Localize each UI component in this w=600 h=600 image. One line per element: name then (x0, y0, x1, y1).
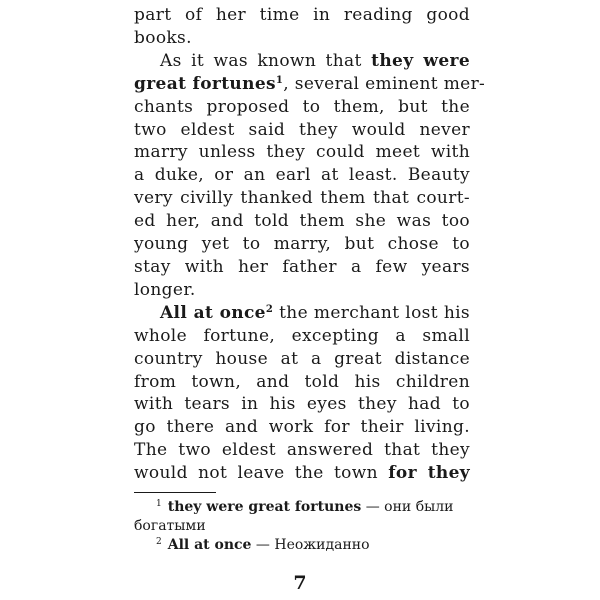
footnote-reference: 1 (275, 74, 284, 86)
glossed-phrase: they were (371, 50, 471, 71)
page-number: 7 (293, 572, 307, 594)
text-line: stay with her father a few years (134, 256, 470, 277)
footnote-1 (134, 498, 470, 517)
footnote-term: All at once (167, 537, 252, 553)
glossed-phrase: for they (388, 463, 471, 484)
footnote-mark: 2 (156, 537, 162, 547)
footnote-translation: они были (384, 499, 454, 515)
footnote-mark: 1 (156, 499, 162, 509)
text-line: longer. (134, 279, 196, 300)
text-line: marry unless they could meet with (134, 142, 470, 163)
text-line: ed her, and told them she was too (134, 211, 470, 232)
text-line: chants proposed to them, but the (134, 96, 470, 117)
glossed-phrase: great fortunes (134, 73, 276, 94)
text-line: from town, and told his children (134, 371, 470, 392)
text-segment: As it was known that (160, 50, 372, 71)
text-line: part of her time in reading good (134, 5, 470, 25)
main-text (134, 4, 486, 485)
text-segment: would not leave the town (134, 463, 389, 484)
footnote-2 (134, 536, 470, 555)
footnotes (134, 498, 470, 555)
text-line: with tears in his eyes they had to (134, 394, 470, 415)
text-line: go there and work for their living. (134, 417, 470, 438)
text-line: whole fortune, excepting a small (134, 325, 470, 346)
footnote-term: they were great fortunes (167, 499, 362, 515)
text-segment: , several eminent mer- (283, 73, 486, 94)
text-line (134, 73, 486, 96)
footnote-separator (134, 492, 216, 493)
text-line: two eldest said they would never (134, 119, 470, 140)
text-segment: the merchant lost his (273, 302, 471, 323)
text-line: very civilly thanked them that court- (134, 188, 470, 209)
footnote-reference: 2 (265, 303, 274, 315)
text-line: The two eldest answered that they (134, 440, 470, 461)
text-line: a duke, or an earl at least. Beauty (134, 165, 470, 186)
text-line: young yet to marry, but chose to (134, 234, 470, 255)
text-line: country house at a great distance (134, 348, 470, 369)
footnote-dash: — (251, 537, 275, 553)
footnote-translation: Неожиданно (274, 537, 370, 553)
glossed-phrase: All at once (160, 302, 266, 323)
paragraph-start-line (134, 50, 470, 73)
footnote-1-continuation: богатыми (134, 518, 206, 534)
paragraph-start-line (134, 302, 470, 325)
footnote-dash: — (361, 499, 385, 515)
text-line: books. (134, 27, 192, 48)
text-line (134, 462, 470, 485)
